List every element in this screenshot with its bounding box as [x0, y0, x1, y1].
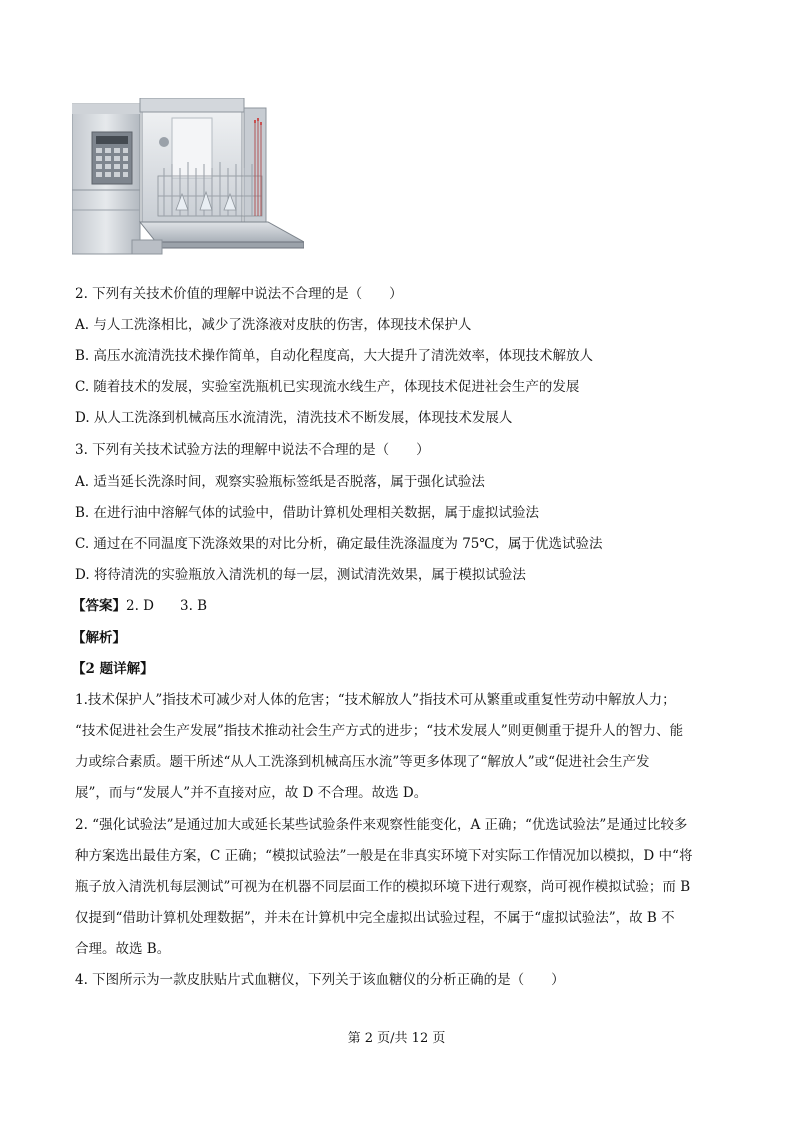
answer-q2: 2. D — [126, 598, 154, 614]
answer-label: 【答案】 — [72, 598, 126, 614]
lab-washer-figure — [72, 98, 304, 260]
analysis-p2-line-2: 种方案选出最佳方案，C 正确；“模拟试验法”一般是在非真实环境下对实际工作情况加以模拟，D 中“将 — [75, 848, 693, 864]
question-3-option-d: D. 将待清洗的实验瓶放入清洗机的每一层，测试清洗效果，属于模拟试验法 — [75, 567, 526, 583]
question-3-stem: 3. 下列有关技术试验方法的理解中说法不合理的是（ ） — [75, 442, 430, 458]
analysis-p1-line-4: 展”，而与“发展人”并不直接对应，故 D 不合理。故选 D。 — [75, 785, 428, 801]
question-2-option-c: C. 随着技术的发展，实验室洗瓶机已实现流水线生产，体现技术促进社会生产的发展 — [75, 379, 580, 395]
question-3-option-c: C. 通过在不同温度下洗涤效果的对比分析，确定最佳洗涤温度为 75℃，属于优选试验法 — [75, 536, 603, 552]
question-3-option-b: B. 在进行油中溶解气体的试验中，借助计算机处理相关数据，属于虚拟试验法 — [75, 505, 540, 521]
question-2-option-d: D. 从人工洗涤到机械高压水流清洗，清洗技术不断发展，体现技术发展人 — [75, 410, 513, 426]
analysis-p2-line-5: 合理。故选 B。 — [75, 941, 171, 957]
page-number-footer: 第 2 页/共 12 页 — [347, 1031, 446, 1046]
analysis-p2-line-3: 瓶子放入清洗机每层测试”可视为在机器不同层面工作的模拟环境下进行观察，尚可视作模拟试验；而 B — [75, 879, 691, 895]
analysis-p2-line-4: 仅提到“借助计算机处理数据”，并未在计算机中完全虚拟出试验过程，不属于“虚拟试验法”，故 B 不 — [75, 910, 675, 926]
question-4-stem: 4. 下图所示为一款皮肤贴片式血糖仪，下列关于该血糖仪的分析正确的是（ ） — [75, 972, 565, 988]
answer-q3: 3. B — [180, 598, 208, 614]
analysis-sub-label: 【2 题详解】 — [72, 661, 154, 677]
analysis-p2-line-1: 2. “强化试验法”是通过加大或延长某些试验条件来观察性能变化，A 正确；“优选试验法”是通过比较多 — [75, 817, 688, 833]
analysis-p1-line-1: 1.技术保护人”指技术可减少对人体的危害；“技术解放人”指技术可从繁重或重复性劳动中解放人力； — [75, 692, 676, 708]
lab-washer-image — [72, 98, 304, 260]
analysis-p1-line-3: 力或综合素质。题干所述“从人工洗涤到机械高压水流”等更多体现了“解放人”或“促进社会生产发 — [75, 754, 650, 770]
question-2-stem: 2. 下列有关技术价值的理解中说法不合理的是（ ） — [75, 286, 403, 302]
answer-line — [72, 597, 207, 615]
analysis-label: 【解析】 — [72, 630, 126, 646]
question-2-option-b: B. 高压水流清洗技术操作简单，自动化程度高，大大提升了清洗效率，体现技术解放人 — [75, 348, 594, 364]
question-2-option-a: A. 与人工洗涤相比，减少了洗涤液对皮肤的伤害，体现技术保护人 — [75, 317, 472, 333]
question-3-option-a: A. 适当延长洗涤时间，观察实验瓶标签纸是否脱落，属于强化试验法 — [75, 474, 485, 490]
analysis-p1-line-2: “技术促进社会生产发展”指技术推动社会生产方式的进步；“技术发展人”则更侧重于提升人的智力、能 — [75, 723, 684, 739]
